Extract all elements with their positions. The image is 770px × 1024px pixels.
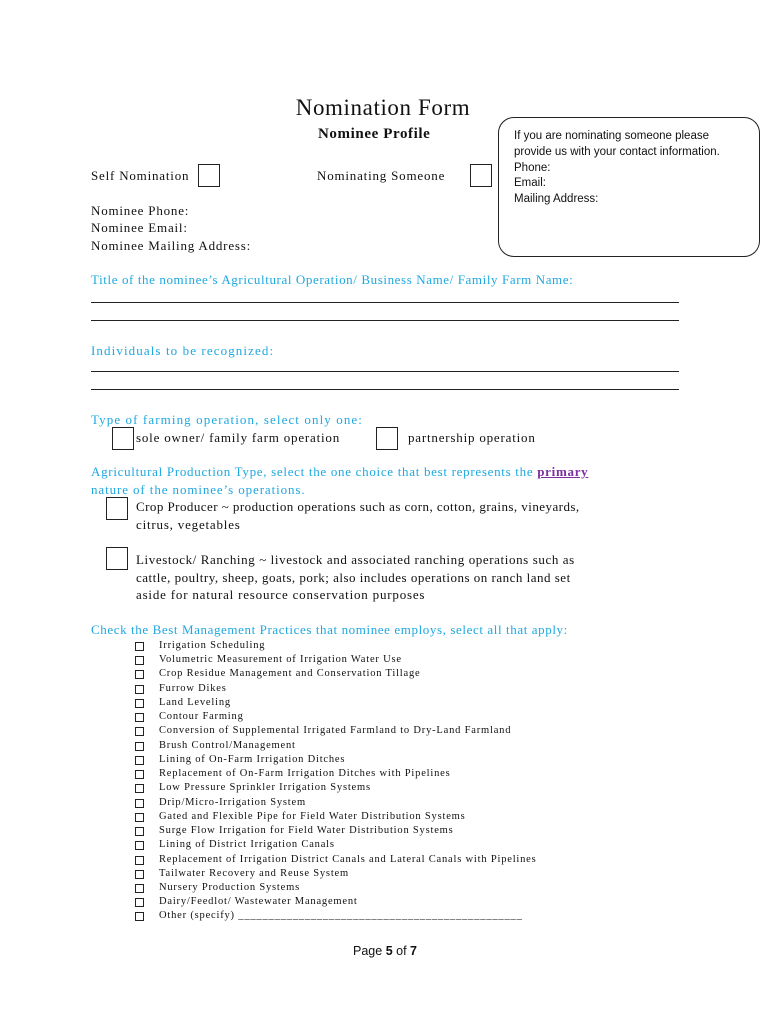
nominee-email-label: Nominee Email: <box>91 220 188 235</box>
bmp-label: Replacement of Irrigation District Canals and Lateral Canals with Pipelines <box>159 854 537 865</box>
bmp-label: Tailwater Recovery and Reuse System <box>159 868 349 879</box>
production-type-question-text: Agricultural Production Type, select the one choice that best represents the <box>91 464 534 479</box>
nominee-address-label: Nominee Mailing Address: <box>91 238 252 253</box>
livestock-line2: cattle, poultry, sheep, goats, pork; also includes operations on ranch land set <box>136 570 571 585</box>
operation-name-line-1[interactable] <box>91 302 679 303</box>
bmp-label: Gated and Flexible Pipe for Field Water Distribution Systems <box>159 811 466 822</box>
individuals-line-2[interactable] <box>91 389 679 390</box>
bmp-checkbox[interactable] <box>135 784 144 793</box>
form-subtitle: Nominee Profile <box>318 126 431 142</box>
bmp-label: Surge Flow Irrigation for Field Water Distribution Systems <box>159 825 454 836</box>
bmp-checkbox[interactable] <box>135 699 144 708</box>
bmp-label: Furrow Dikes <box>159 683 227 694</box>
livestock-line3: aside for natural resource conservation purposes <box>136 587 426 602</box>
bmp-checkbox[interactable] <box>135 799 144 808</box>
bmp-label: Lining of District Irrigation Canals <box>159 839 335 850</box>
nominee-phone-label: Nominee Phone: <box>91 203 190 218</box>
crop-producer-line1: Crop Producer ~ production operations such as corn, cotton, grains, vineyards, <box>136 499 580 514</box>
bmp-checkbox[interactable] <box>135 756 144 765</box>
contact-address-label: Mailing Address: <box>514 193 599 206</box>
primary-emphasis: primary <box>537 464 589 479</box>
nominating-someone-label: Nominating Someone <box>317 168 446 183</box>
bmp-checkbox[interactable] <box>135 770 144 779</box>
page-number <box>0 944 770 958</box>
bmp-checkbox[interactable] <box>135 856 144 865</box>
bmp-label: Drip/Micro-Irrigation System <box>159 797 306 808</box>
bmp-checkbox[interactable] <box>135 841 144 850</box>
contact-box-text-line1: If you are nominating someone please <box>514 130 709 142</box>
bmp-checkbox[interactable] <box>135 713 144 722</box>
bmp-label: Replacement of On-Farm Irrigation Ditches with Pipelines <box>159 768 451 779</box>
page-current: 5 <box>385 944 393 958</box>
bmp-label: Crop Residue Management and Conservation Tillage <box>159 668 421 679</box>
bmp-question: Check the Best Management Practices that nominee employs, select all that apply: <box>91 622 568 637</box>
farming-type-question: Type of farming operation, select only one: <box>91 412 364 427</box>
page-of: of <box>396 944 407 958</box>
bmp-label: Volumetric Measurement of Irrigation Water Use <box>159 654 402 665</box>
bmp-label: Contour Farming <box>159 711 244 722</box>
livestock-line1: Livestock/ Ranching ~ livestock and associated ranching operations such as <box>136 552 575 567</box>
bmp-label: Other (specify) _______________________________________________ <box>159 910 523 921</box>
bmp-checkbox[interactable] <box>135 656 144 665</box>
production-type-question-line1 <box>91 464 588 480</box>
bmp-checkbox[interactable] <box>135 685 144 694</box>
form-title: Nomination Form <box>295 95 471 120</box>
individuals-question: Individuals to be recognized: <box>91 343 275 358</box>
contact-phone-label: Phone: <box>514 161 551 174</box>
crop-producer-line2: citrus, vegetables <box>136 517 241 532</box>
contact-email-label: Email: <box>514 177 546 190</box>
bmp-label: Irrigation Scheduling <box>159 640 266 651</box>
bmp-checkbox[interactable] <box>135 912 144 921</box>
page-prefix: Page <box>353 944 383 958</box>
bmp-label: Land Leveling <box>159 697 231 708</box>
bmp-checkbox[interactable] <box>135 670 144 679</box>
self-nomination-checkbox[interactable] <box>198 164 220 187</box>
livestock-checkbox[interactable] <box>106 547 128 570</box>
individuals-line-1[interactable] <box>91 371 679 372</box>
nominating-someone-checkbox[interactable] <box>470 164 492 187</box>
bmp-checkbox[interactable] <box>135 742 144 751</box>
bmp-checkbox[interactable] <box>135 898 144 907</box>
bmp-label: Brush Control/Management <box>159 740 296 751</box>
bmp-label: Conversion of Supplemental Irrigated Farmland to Dry-Land Farmland <box>159 725 512 736</box>
bmp-checkbox[interactable] <box>135 727 144 736</box>
bmp-checkbox[interactable] <box>135 870 144 879</box>
operation-name-line-2[interactable] <box>91 320 679 321</box>
bmp-label: Lining of On-Farm Irrigation Ditches <box>159 754 346 765</box>
bmp-checkbox[interactable] <box>135 884 144 893</box>
bmp-label: Nursery Production Systems <box>159 882 300 893</box>
crop-producer-checkbox[interactable] <box>106 497 128 520</box>
partnership-label: partnership operation <box>408 430 536 445</box>
contact-info-box <box>498 117 760 257</box>
bmp-label: Dairy/Feedlot/ Wastewater Management <box>159 896 358 907</box>
sole-owner-label: sole owner/ family farm operation <box>136 430 341 445</box>
self-nomination-label: Self Nomination <box>91 168 190 183</box>
page-total: 7 <box>410 944 417 958</box>
partnership-checkbox[interactable] <box>376 427 398 450</box>
bmp-checkbox[interactable] <box>135 813 144 822</box>
operation-name-question: Title of the nominee’s Agricultural Operation/ Business Name/ Family Farm Name: <box>91 272 574 287</box>
bmp-checkbox[interactable] <box>135 827 144 836</box>
production-type-question-line2: nature of the nominee’s operations. <box>91 482 306 497</box>
sole-owner-checkbox[interactable] <box>112 427 134 450</box>
bmp-label: Low Pressure Sprinkler Irrigation Systems <box>159 782 371 793</box>
bmp-checkbox[interactable] <box>135 642 144 651</box>
contact-box-text-line2: provide us with your contact information. <box>514 145 720 158</box>
